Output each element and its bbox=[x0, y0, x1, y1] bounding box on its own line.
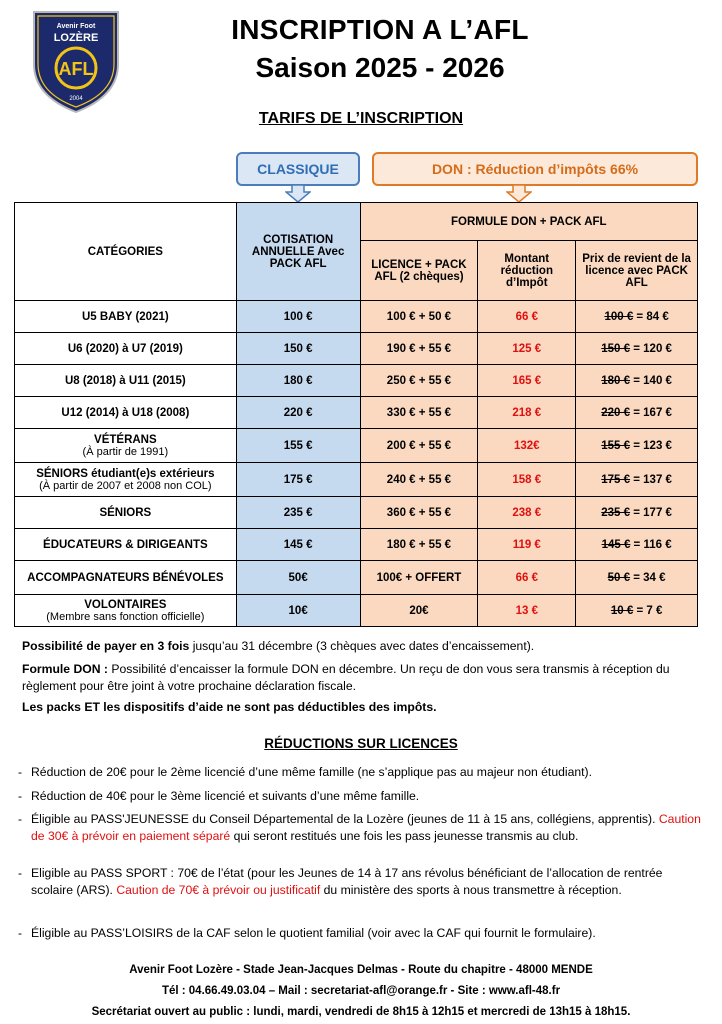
row-category: SÉNIORS bbox=[99, 506, 152, 519]
row-cotisation: 175 € bbox=[236, 463, 360, 497]
table-row bbox=[15, 301, 698, 333]
row-licence: 20€ bbox=[360, 595, 478, 627]
header-cotisation: COTISATION ANNUELLE Avec PACK AFL bbox=[236, 203, 360, 301]
page-title: INSCRIPTION A L’AFL bbox=[231, 14, 529, 45]
row-prix-new: = 120 € bbox=[630, 342, 672, 355]
row-prix bbox=[576, 429, 698, 463]
row-category: ÉDUCATEURS & DIRIGEANTS bbox=[43, 538, 208, 551]
row-category: ACCOMPAGNATEURS BÉNÉVOLES bbox=[27, 571, 224, 584]
table-row bbox=[15, 397, 698, 429]
caution-30-text: Caution de 30€ à prévoir en paiement séparé bbox=[31, 812, 701, 843]
reduction-item: - Réduction de 20€ pour le 2ème licencié d’une même famille (ne s’applique pas au majeur non étudiant). bbox=[18, 765, 592, 779]
row-prix-new: = 140 € bbox=[630, 374, 672, 387]
row-category: SÉNIORS étudiant(e)s extérieurs bbox=[36, 467, 215, 480]
caution-70-text: Caution de 70€ à prévoir ou justificatif bbox=[116, 882, 321, 897]
row-reduction: 238 € bbox=[478, 497, 576, 529]
row-prix-new: = 84 € bbox=[633, 310, 669, 323]
row-prix-new: = 137 € bbox=[630, 473, 672, 486]
row-prix-old: 220 € bbox=[601, 406, 631, 419]
header-formule: FORMULE DON + PACK AFL bbox=[360, 203, 697, 241]
row-licence: 240 € + 55 € bbox=[360, 463, 478, 497]
row-reduction: 66 € bbox=[478, 561, 576, 595]
row-cotisation: 10€ bbox=[236, 595, 360, 627]
row-category-sub: (Membre sans fonction officielle) bbox=[46, 610, 205, 623]
row-licence: 200 € + 55 € bbox=[360, 429, 478, 463]
row-prix-new: = 7 € bbox=[633, 604, 663, 617]
row-cotisation: 145 € bbox=[236, 529, 360, 561]
row-prix bbox=[576, 595, 698, 627]
row-reduction: 218 € bbox=[478, 397, 576, 429]
classique-label-box: CLASSIQUE bbox=[236, 152, 360, 186]
header-prix: Prix de revient de la licence avec PACK AFL bbox=[576, 241, 698, 301]
reduction-item: - Éligible au PASS’LOISIRS de la CAF selon le quotient familial (voir avec la CAF qui fournit le formulaire). bbox=[18, 926, 596, 940]
header-montant: Montant réduction d’Impôt bbox=[478, 241, 576, 301]
row-licence: 360 € + 55 € bbox=[360, 497, 478, 529]
row-category: VOLONTAIRES bbox=[84, 598, 167, 611]
table-row bbox=[15, 529, 698, 561]
packs-note: Les packs ET les dispositifs d’aide ne sont pas déductibles des impôts. bbox=[22, 700, 437, 714]
row-category: U12 (2014) à U18 (2008) bbox=[61, 406, 190, 419]
logo-year: 2004 bbox=[69, 96, 83, 102]
table-row bbox=[15, 333, 698, 365]
row-prix bbox=[576, 561, 698, 595]
row-cotisation: 235 € bbox=[236, 497, 360, 529]
row-prix-new: = 34 € bbox=[630, 571, 666, 584]
footer-address: Avenir Foot Lozère - Stade Jean-Jacques Delmas - Route du chapitre - 48000 MENDE bbox=[129, 964, 593, 976]
row-prix-old: 150 € bbox=[601, 342, 631, 355]
row-cotisation: 150 € bbox=[236, 333, 360, 365]
row-licence: 330 € + 55 € bbox=[360, 397, 478, 429]
row-prix bbox=[576, 463, 698, 497]
row-reduction: 125 € bbox=[478, 333, 576, 365]
row-prix-new: = 167 € bbox=[630, 406, 672, 419]
row-prix-old: 50 € bbox=[607, 571, 631, 584]
row-reduction: 119 € bbox=[478, 529, 576, 561]
footer-hours: Secrétariat ouvert au public : lundi, mardi, vendredi de 8h15 à 12h15 et mercredi de 13h15 à 18h15. bbox=[91, 1006, 631, 1018]
row-cotisation: 100 € bbox=[236, 301, 360, 333]
row-prix bbox=[576, 301, 698, 333]
table-row bbox=[15, 429, 698, 463]
row-reduction: 13 € bbox=[478, 595, 576, 627]
table-row bbox=[15, 497, 698, 529]
table-row bbox=[15, 595, 698, 627]
row-licence: 100 € + 50 € bbox=[360, 301, 478, 333]
row-category-sub: (À partir de 2007 et 2008 non COL) bbox=[39, 479, 212, 492]
logo-mark: AFL bbox=[58, 59, 94, 79]
row-prix bbox=[576, 497, 698, 529]
season-subtitle: Saison 2025 - 2026 bbox=[255, 52, 505, 83]
row-prix-old: 180 € bbox=[601, 374, 631, 387]
row-category: VÉTÉRANS bbox=[94, 433, 157, 446]
row-prix bbox=[576, 333, 698, 365]
row-prix-old: 10 € bbox=[610, 604, 634, 617]
payment-info-text: jusqu’au 31 décembre (3 chèques avec dates d’encaissement). bbox=[189, 639, 535, 653]
don-info-text: Possibilité d’encaisser la formule DON en décembre. Un reçu de don vous sera transmis à réception du règlement pour être joint à votre prochaine déclaration fiscale. bbox=[22, 662, 670, 693]
afl-logo bbox=[30, 8, 122, 116]
logo-top-text: Avenir Foot bbox=[56, 23, 96, 30]
reduction-item: - Réduction de 40€ pour le 3ème licencié et suivants d’une même famille. bbox=[18, 789, 420, 803]
don-info bbox=[22, 661, 702, 695]
row-prix-old: 100 € bbox=[604, 310, 634, 323]
row-reduction: 158 € bbox=[478, 463, 576, 497]
classique-arrow-icon bbox=[285, 185, 311, 203]
row-category: U8 (2018) à U11 (2015) bbox=[64, 374, 186, 387]
table-row bbox=[15, 561, 698, 595]
reduction-item: - Eligible au PASS SPORT : 70€ de l’état (pour les Jeunes de 14 à 17 ans révolus bénéficiant de l’allocation de rentrée scolaire (ARS). Caution de 70€ à prévoir ou justificatif du ministère des sports à nous transmettre à réception. bbox=[18, 866, 663, 897]
row-category: U6 (2020) à U7 (2019) bbox=[67, 342, 183, 355]
table-row bbox=[15, 365, 698, 397]
row-reduction: 165 € bbox=[478, 365, 576, 397]
row-category-sub: (À partir de 1991) bbox=[82, 445, 169, 458]
row-prix bbox=[576, 397, 698, 429]
row-cotisation: 220 € bbox=[236, 397, 360, 429]
row-category: U5 BABY (2021) bbox=[81, 310, 169, 323]
don-arrow-icon bbox=[506, 185, 532, 203]
payment-info-bold: Possibilité de payer en 3 fois bbox=[22, 639, 190, 653]
row-prix-new: = 116 € bbox=[630, 538, 672, 551]
footer-contact: Tél : 04.66.49.03.04 – Mail : secretariat-afl@orange.fr - Site : www.afl-48.fr bbox=[161, 985, 561, 997]
row-licence: 180 € + 55 € bbox=[360, 529, 478, 561]
logo-main-text: LOZÈRE bbox=[53, 32, 99, 44]
row-reduction: 132€ bbox=[478, 429, 576, 463]
tarifs-heading: TARIFS DE L’INSCRIPTION bbox=[258, 110, 464, 127]
reductions-heading: RÉDUCTIONS SUR LICENCES bbox=[264, 736, 458, 751]
row-prix-old: 155 € bbox=[601, 439, 631, 452]
row-prix-old: 235 € bbox=[601, 506, 631, 519]
reduction-item: - Éligible au PASS'JEUNESSE du Conseil Départemental de la Lozère (jeunes de 11 à 15 ans, collégiens, apprentis). Caution de 30€ à prévoir en paiement séparé qui seront restitués une fois les pass jeunesse transmis au club. bbox=[18, 812, 701, 843]
row-prix-old: 175 € bbox=[601, 473, 631, 486]
payment-info bbox=[22, 638, 702, 655]
row-licence: 250 € + 55 € bbox=[360, 365, 478, 397]
row-prix-new: = 123 € bbox=[630, 439, 672, 452]
row-cotisation: 155 € bbox=[236, 429, 360, 463]
header-licence: LICENCE + PACK AFL (2 chèques) bbox=[360, 241, 478, 301]
don-info-bold: Formule DON : bbox=[22, 662, 108, 676]
row-prix-new: = 177 € bbox=[630, 506, 672, 519]
row-licence: 190 € + 55 € bbox=[360, 333, 478, 365]
don-label-box: DON : Réduction d’impôts 66% bbox=[372, 152, 698, 186]
row-prix bbox=[576, 365, 698, 397]
header-categories: CATÉGORIES bbox=[15, 203, 237, 301]
row-prix-old: 145 € bbox=[601, 538, 631, 551]
row-cotisation: 180 € bbox=[236, 365, 360, 397]
tarifs-rows bbox=[15, 301, 698, 627]
row-licence: 100€ + OFFERT bbox=[360, 561, 478, 595]
row-prix bbox=[576, 529, 698, 561]
row-cotisation: 50€ bbox=[236, 561, 360, 595]
tarifs-table bbox=[14, 202, 698, 627]
row-reduction: 66 € bbox=[478, 301, 576, 333]
table-row bbox=[15, 463, 698, 497]
